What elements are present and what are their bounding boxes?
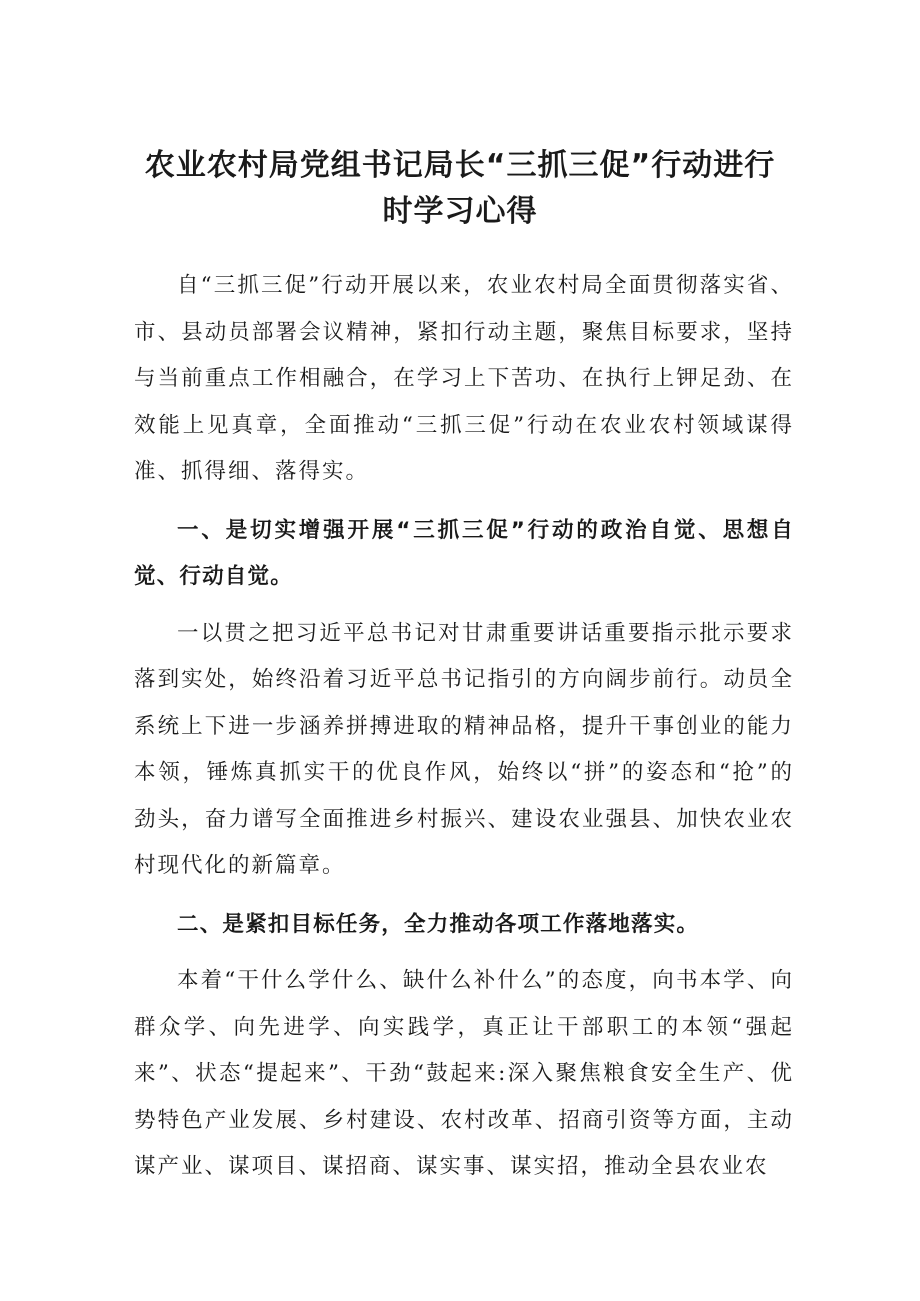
paragraph-intro: 自“三抓三促”行动开展以来，农业农村局全面贯彻落实省、市、县动员部署会议精神，紧扣行动主题，聚焦目标要求，坚持与当前重点工作相融合，在学习上下苦功、在执行上钾足劲、在效能上见真章，全面推动“三抓三促”行动在农业农村领域谋得准、抓得细、落得实。 — [134, 273, 794, 484]
section-heading-2: 二、是紧扣目标任务，全力推动各项工作落地落实。 — [177, 911, 700, 937]
document-body — [134, 263, 794, 1191]
section-heading-1: 一、是切实增强开展“三抓三促”行动的政治自觉、思想自觉、行动自觉。 — [134, 517, 794, 589]
paragraph-section-1: 一以贯之把习近平总书记对甘肃重要讲话重要指示批示要求落到实处，始终沿着习近平总书记指引的方向阔步前行。动员全系统上下进一步涵养拼搏进取的精神品格，提升干事创业的能力本领，锤炼真抓实干的优良作风，始终以“拼”的姿态和“抢”的劲头，奋力谱写全面推进乡村振兴、建设农业强县、加快农业农村现代化的新篇章。 — [134, 620, 794, 878]
title-line-1: 农业农村局党组书记局长“三抓三促”行动进行 — [144, 148, 776, 183]
paragraph-section-2: 本着“干什么学什么、缺什么补什么”的态度，向书本学、向群众学、向先进学、向实践学，真正让干部职工的本领“强起来”、状态“提起来”、干劲“鼓起来:深入聚焦粮食安全生产、优势特色产业发展、乡村建设、农村改革、招商引资等方面，主动谋产业、谋项目、谋招商、谋实事、谋实招，推动全县农业农 — [134, 968, 794, 1179]
title-line-2: 时学习心得 — [382, 194, 538, 229]
document-title — [110, 143, 810, 235]
